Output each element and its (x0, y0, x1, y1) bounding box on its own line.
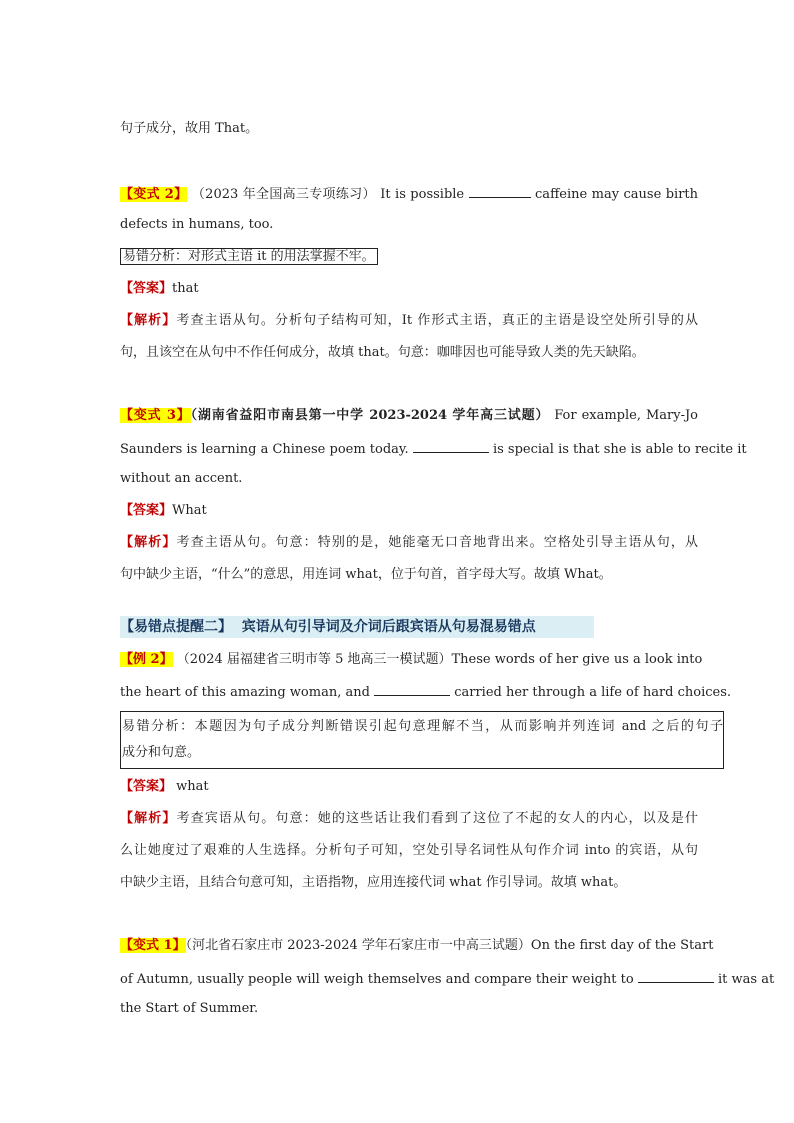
variant-2-source: （2023 年全国高三专项练习） (191, 187, 376, 202)
variant-1-question-line2 (120, 968, 775, 990)
continuation-line: 句子成分，故用 That。 (120, 121, 259, 136)
variant-2-question-line2: defects in humans, too. (120, 217, 274, 232)
variant-1-question (120, 936, 714, 956)
variant-3-question (120, 406, 698, 426)
example-2-answer (120, 777, 698, 797)
variant-2-question (120, 183, 698, 205)
variant-2-analysis-1 (120, 311, 698, 331)
variant-3-question-line2 (120, 438, 747, 460)
answer-value: What (172, 503, 207, 518)
answer-tag: 【答案】 (120, 779, 173, 794)
variant-2-text-b: caffeine may cause birth (535, 187, 699, 202)
variant-3-tag: 【变式 3】 (120, 408, 191, 423)
variant-2-tag: 【变式 2】 (120, 187, 188, 202)
example-2-source: （2024 届福建省三明市等 5 地高三一模试题） (176, 652, 452, 667)
answer-blank (413, 438, 489, 453)
analysis-text: 考查主语从句。分析句子结构可知，It 作形式主语，真正的主语是设空处所引导的从 (176, 313, 698, 328)
example-2-text-a: These words of her give us a look into (451, 652, 703, 667)
section-title: 宾语从句引导词及介词后跟宾语从句易混易错点 (241, 619, 536, 635)
answer-blank (469, 183, 531, 198)
variant-2-text-a: It is possible (380, 187, 465, 202)
variant-2-analysis-2: 句，且该空在从句中不作任何成分，故填 that。句意：咖啡因也可能导致人类的先天缺陷。 (120, 345, 645, 360)
answer-value: that (172, 281, 199, 296)
section-heading (120, 616, 594, 638)
variant-3-text-a: For example, Mary-Jo (554, 408, 698, 423)
answer-tag: 【答案】 (120, 281, 173, 296)
example-2-question (120, 650, 703, 670)
analysis-text: 考查宾语从句。句意：她的这些话让我们看到了这位了不起的女人的内心，以及是什 (176, 811, 698, 826)
variant-1-text-a: On the first day of the Start (530, 938, 714, 953)
answer-blank (374, 681, 450, 696)
answer-value: what (176, 779, 209, 794)
error-analysis-line-1: 易错分析：本题因为句子成分判断错误引起句意理解不当，从而影响并列连词 and 之后的句子 (122, 719, 723, 734)
variant-3-question-line3: without an accent. (120, 471, 243, 486)
analysis-tag: 【解析】 (120, 535, 177, 550)
example-2-analysis-1 (120, 809, 698, 829)
example-2-question-line2 (120, 681, 732, 703)
example-2-tag: 【例 2】 (120, 652, 173, 667)
section-label: 【易错点提醒二】 (120, 619, 232, 635)
example-2-analysis-2: 么让她度过了艰难的人生选择。分析句子可知，空处引导名词性从句作介词 into 的宾语，从句 (120, 843, 698, 858)
example-2-error-analysis-box (120, 711, 724, 769)
variant-3-text-c: is special is that she is able to recite it (492, 442, 747, 457)
analysis-text: 考查主语从句。句意：特别的是，她能毫无口音地背出来。空格处引导主语从句，从 (176, 535, 698, 550)
example-2-text-b: the heart of this amazing woman, and (120, 685, 370, 700)
variant-3-analysis-1 (120, 533, 698, 553)
example-2-analysis-3: 中缺少主语，且结合句意可知，主语指物，应用连接代词 what 作引导词。故填 what。 (120, 875, 627, 890)
answer-blank (638, 968, 714, 983)
variant-1-question-line3: the Start of Summer. (120, 1001, 259, 1016)
analysis-tag: 【解析】 (120, 313, 177, 328)
example-2-text-c: carried her through a life of hard choices. (454, 685, 732, 700)
variant-3-answer (120, 501, 698, 521)
variant-1-tag: 【变式 1】 (120, 938, 186, 953)
error-analysis-line-2: 成分和句意。 (122, 745, 201, 760)
variant-3-source: （湖南省益阳市南县第一中学 2023-2024 学年高三试题） (190, 408, 550, 423)
error-analysis-box: 易错分析：对形式主语 it 的用法掌握不牢。 (120, 248, 378, 265)
answer-tag: 【答案】 (120, 503, 173, 518)
variant-1-text-b: of Autumn, usually people will weigh themselves and compare their weight to (120, 972, 634, 987)
variant-2-answer (120, 279, 698, 299)
variant-2-error-analysis (120, 247, 698, 267)
variant-1-text-c: it was at (718, 972, 775, 987)
variant-1-source: （河北省石家庄市 2023-2024 学年石家庄市一中高三试题） (185, 938, 531, 953)
variant-3-analysis-2: 句中缺少主语，“什么”的意思，用连词 what，位于句首，首字母大写。故填 What。 (120, 567, 612, 582)
variant-3-text-b: Saunders is learning a Chinese poem today. (120, 442, 409, 457)
analysis-tag: 【解析】 (120, 811, 177, 826)
